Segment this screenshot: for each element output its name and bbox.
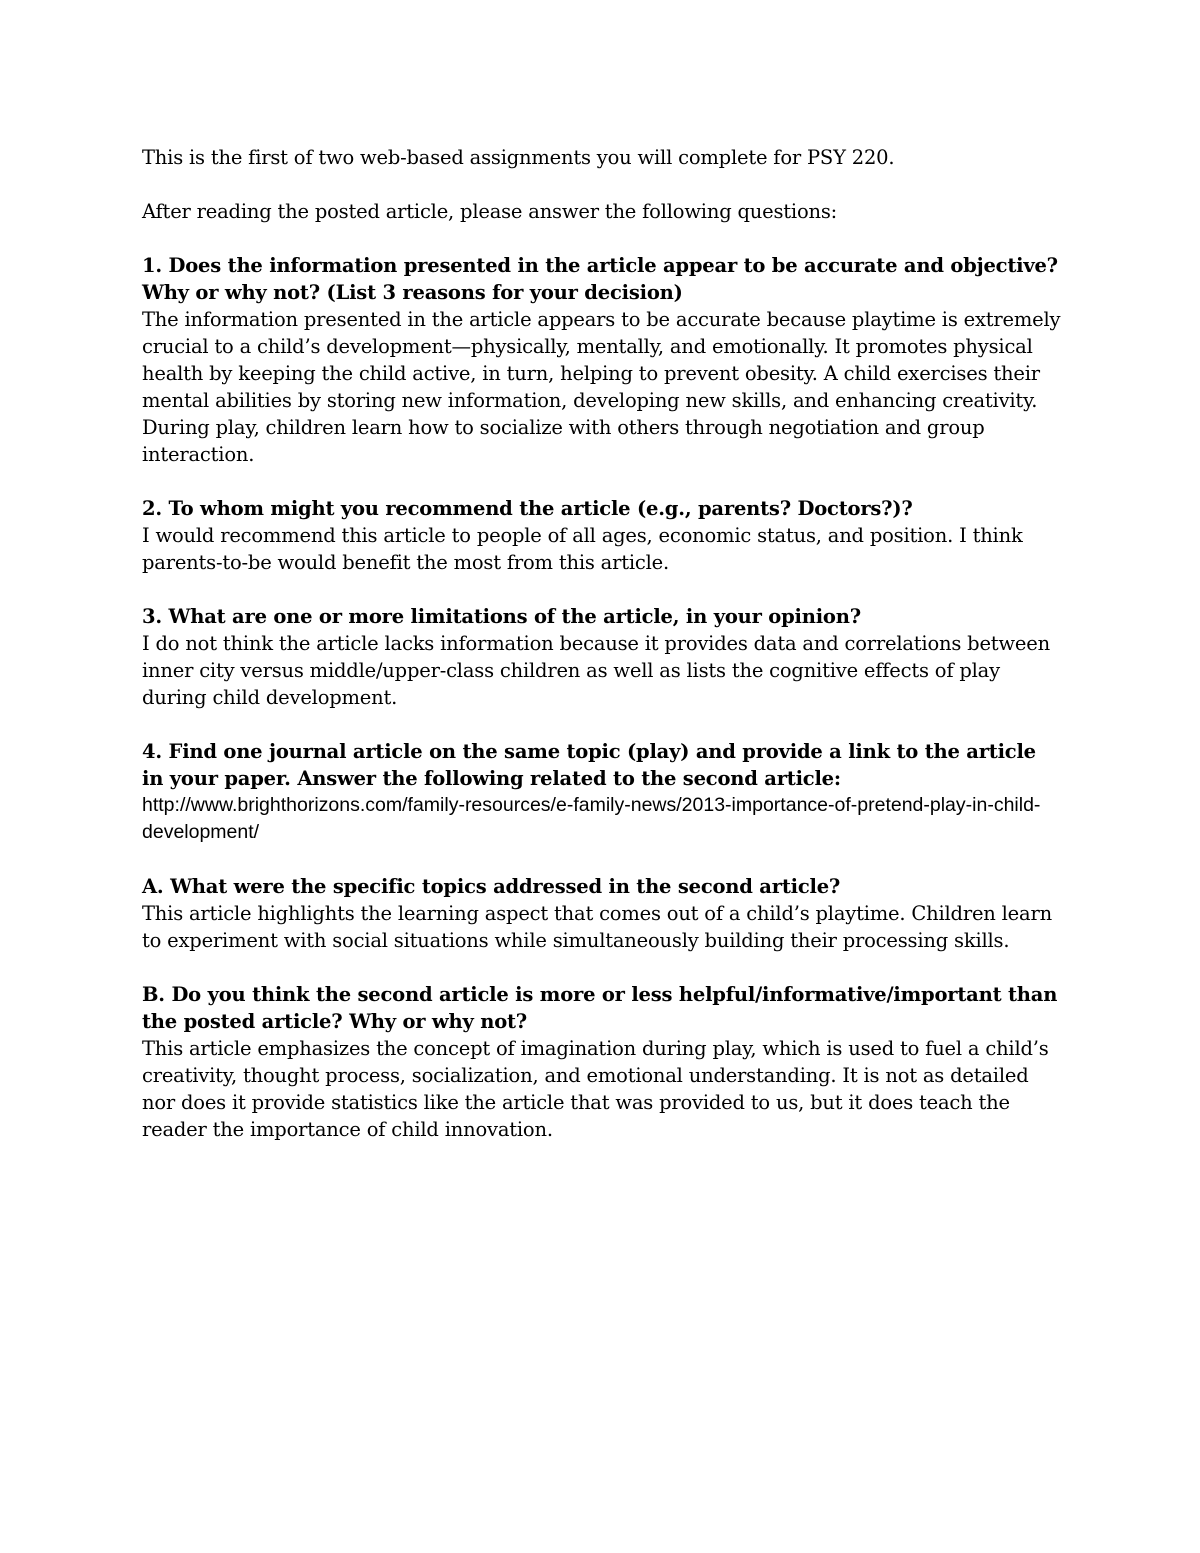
answer-a: This article highlights the learning aspect that comes out of a child’s playtime. Children learn to experiment with social situations while simultaneously building their processing skills. [142, 902, 1052, 952]
question-a: A. What were the specific topics addressed in the second article? [142, 875, 841, 898]
question-2-section [142, 495, 1062, 576]
question-b-section [142, 981, 1062, 1143]
question-4-section [142, 738, 1062, 846]
answer-3: I do not think the article lacks information because it provides data and correlations between inner city versus middle/upper-class children as well as lists the cognitive effects of play during child development. [142, 632, 1050, 709]
instructions-line: After reading the posted article, please answer the following questions: [142, 200, 838, 223]
answer-1: The information presented in the article appears to be accurate because playtime is extremely crucial to a child’s development—physically, mentally, and emotionally. It promotes physical health by keeping the child active, in turn, helping to prevent obesity. A child exercises their mental abilities by storing new information, developing new skills, and enhancing creativity. During play, children learn how to socialize with others through negotiation and group interaction. [142, 308, 1061, 466]
question-a-section [142, 873, 1062, 954]
answer-b: This article emphasizes the concept of imagination during play, which is used to fuel a child’s creativity, thought process, socialization, and emotional understanding. It is not as detailed nor does it provide statistics like the article that was provided to us, but it does teach the reader the importance of child innovation. [142, 1037, 1049, 1141]
question-1-section [142, 252, 1062, 468]
article-link[interactable]: http://www.brighthorizons.com/family-resources/e-family-news/2013-importance-of-pretend-play-in-child-development/ [142, 794, 1041, 843]
question-4: 4. Find one journal article on the same topic (play) and provide a link to the article in your paper. Answer the following related to the second article: [142, 740, 1036, 790]
answer-2: I would recommend this article to people of all ages, economic status, and position. I think parents-to-be would benefit the most from this article. [142, 524, 1023, 574]
question-2: 2. To whom might you recommend the article (e.g., parents? Doctors?)? [142, 497, 913, 520]
question-1: 1. Does the information presented in the article appear to be accurate and objective? Why or why not? (List 3 reasons for your decision) [142, 254, 1058, 304]
question-3-section [142, 603, 1062, 711]
document-page [142, 144, 1062, 1170]
question-b: B. Do you think the second article is more or less helpful/informative/important than the posted article? Why or why not? [142, 983, 1058, 1033]
intro-line: This is the first of two web-based assignments you will complete for PSY 220. [142, 146, 895, 169]
question-3: 3. What are one or more limitations of the article, in your opinion? [142, 605, 861, 628]
